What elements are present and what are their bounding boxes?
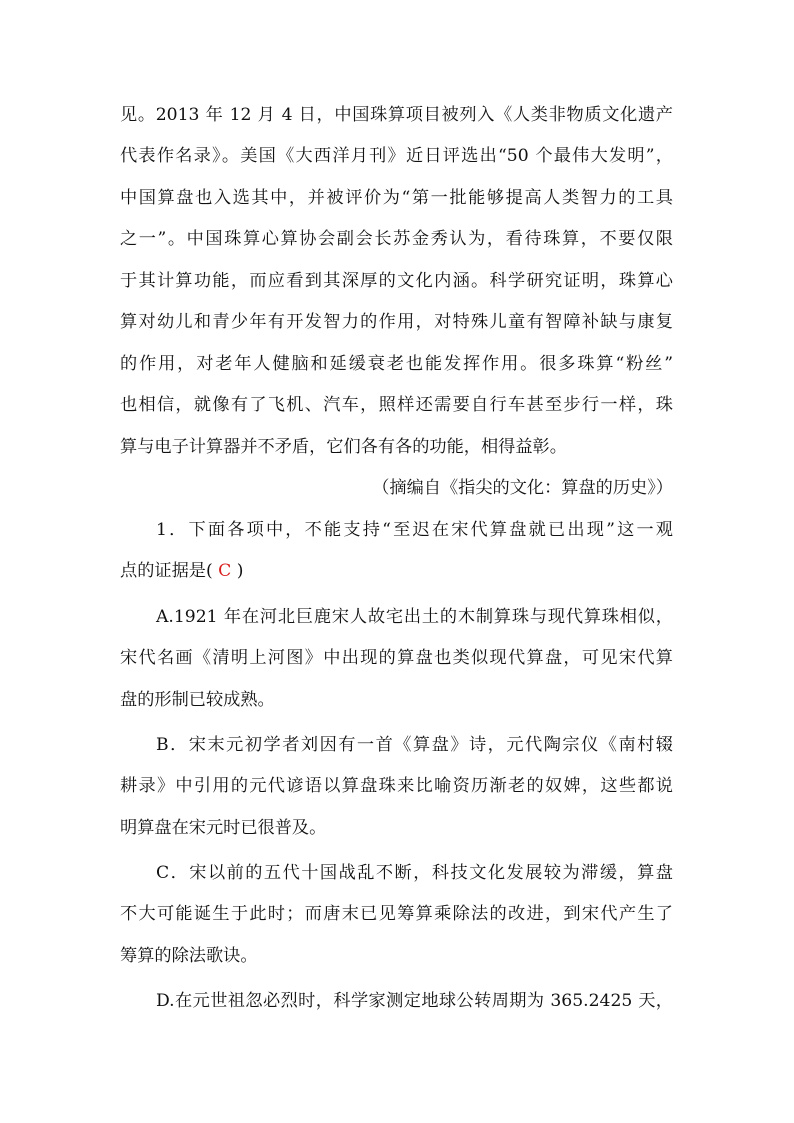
passage-line: 见。2013 年 12 月 4 日，中国珠算项目被列入《人类非物质文化遗产 xyxy=(120,105,673,125)
option-a-line: A.1921 年在河北巨鹿宋人故宅出土的木制算珠与现代算珠相似， xyxy=(156,607,673,627)
passage-line: 也相信，就像有了飞机、汽车，照样还需要自行车甚至步行一样，珠 xyxy=(120,395,673,415)
passage-line: 的作用，对老年人健脑和延缓衰老也能发挥作用。很多珠算“粉丝” xyxy=(120,354,673,374)
option-b-line: B．宋末元初学者刘因有一首《算盘》诗，元代陶宗仪《南村辍 xyxy=(156,735,673,755)
question-stem-suffix: ) xyxy=(236,561,244,581)
passage-line: 于其计算功能，而应看到其深厚的文化内涵。科学研究证明，珠算心 xyxy=(120,271,673,291)
option-d-line: D.在元世祖忽必烈时，科学家测定地球公转周期为 365.2425 天， xyxy=(156,991,673,1011)
passage-source: （摘编自《指尖的文化：算盘的历史》） xyxy=(372,478,673,498)
question-stem: 1．下面各项中，不能支持“至迟在宋代算盘就已出现”这一观 xyxy=(156,520,673,540)
question-stem-prefix: 点的证据是( xyxy=(120,561,213,581)
passage-line: 之一”。中国珠算心算协会副会长苏金秀认为，看待珠算，不要仅限 xyxy=(120,229,673,249)
passage-line: 算对幼儿和青少年有开发智力的作用，对特殊儿童有智障补缺与康复 xyxy=(120,312,673,332)
option-c-line: 筹算的除法歌诀。 xyxy=(120,946,258,966)
option-c-line: 不大可能诞生于此时；而唐末已见筹算乘除法的改进，到宋代产生了 xyxy=(120,904,673,924)
question-stem-end xyxy=(120,554,673,588)
option-a-line: 盘的形制已较成熟。 xyxy=(120,690,275,710)
passage-line: 算与电子计算器并不矛盾，它们各有各的功能，相得益彰。 xyxy=(120,437,567,457)
passage-line: 代表作名录》。美国《大西洋月刊》近日评选出“50 个最伟大发明”， xyxy=(120,146,673,166)
passage-line: 中国算盘也入选其中，并被评价为“第一批能够提高人类智力的工具 xyxy=(120,188,673,208)
option-c-line: C．宋以前的五代十国战乱不断，科技文化发展较为滞缓，算盘 xyxy=(156,863,673,883)
option-b-line: 明算盘在宋元时已很普及。 xyxy=(120,818,327,838)
answer-letter: C xyxy=(218,561,232,581)
option-a-line: 宋代名画《清明上河图》中出现的算盘也类似现代算盘，可见宋代算 xyxy=(120,648,673,668)
option-b-line: 耕录》中引用的元代谚语以算盘珠来比喻资历渐老的奴婢，这些都说 xyxy=(120,776,673,796)
